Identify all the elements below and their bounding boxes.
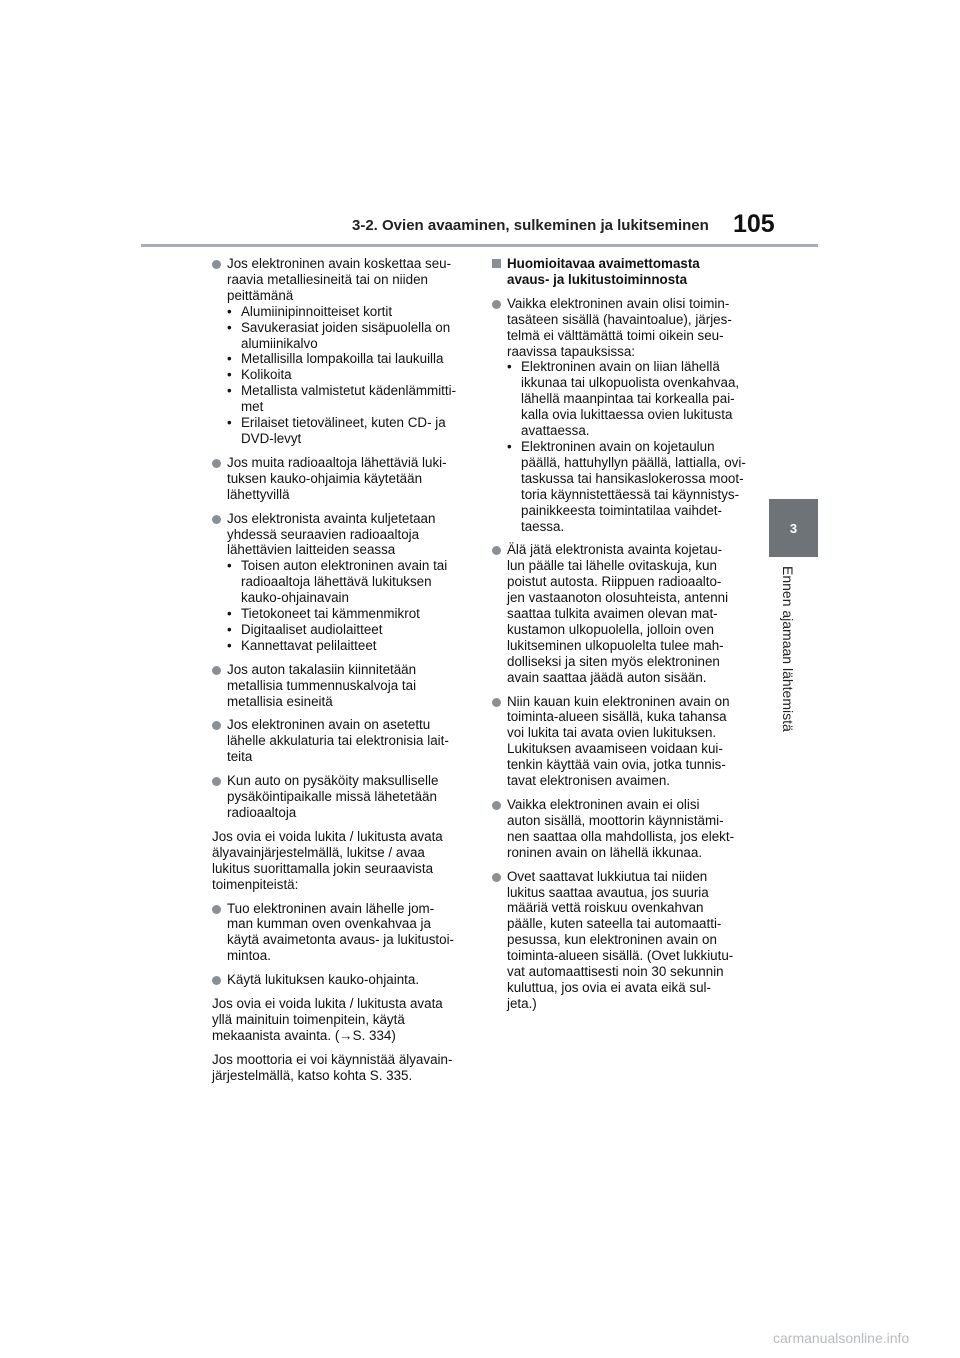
text-line: voi lukita tai avata ovien lukituksen.	[507, 725, 717, 741]
text-line: dolliseksi ja siten myös elektroninen	[507, 653, 720, 669]
bullet-item	[212, 717, 474, 765]
text-line: lähelle akkulaturia tai elektronisia lait-	[227, 733, 449, 749]
sub-bullet-icon: •	[227, 367, 232, 383]
bullet-dot-icon	[212, 459, 221, 468]
left-column	[212, 256, 474, 1092]
text-line: toiminta-alueen sisällä. (Ovet lukkiutu-	[507, 948, 734, 964]
text-line: man kumman oven ovenkahvaa ja	[227, 916, 431, 932]
sub-bullet-icon: •	[227, 383, 232, 399]
text-line: metallisia tummennuskalvoja tai	[227, 677, 417, 693]
text-line: Tuo elektroninen avain lähelle jom-	[227, 900, 435, 916]
text-line: painikkeesta toimintatilaa vaihdet-	[521, 502, 722, 518]
text-line: tenkin käyttää vain ovia, jotka tunnis-	[507, 757, 726, 773]
text-line: päälle, kuten sateella tai automaatti-	[507, 916, 722, 932]
bullet-dot-icon	[492, 546, 501, 555]
text-line: raavissa tapauksissa:	[507, 343, 636, 359]
sub-list	[227, 304, 474, 447]
sub-list-item	[227, 558, 474, 606]
text-line: Metallisilla lompakoilla tai laukuilla	[241, 351, 444, 367]
text-line: Jos ovia ei voida lukita / lukitusta avata	[212, 828, 443, 844]
text-line: Tietokoneet tai kämmenmikrot	[241, 606, 420, 622]
bullet-dot-icon	[212, 721, 221, 730]
text-line: nen saattaa olla mahdollista, jos elekt-	[507, 828, 735, 844]
sub-bullet-icon: •	[227, 637, 232, 653]
text-line: Savukerasiat joiden sisäpuolella on	[241, 319, 451, 335]
bullet-item	[492, 694, 756, 789]
sub-list-item	[227, 638, 474, 654]
sub-bullet-icon: •	[507, 438, 512, 454]
sub-list-item	[227, 367, 474, 383]
text-line: määriä vettä roiskuu ovenkahvan	[507, 900, 704, 916]
text-line: tasäteen sisällä (havaintoalue), järjes-	[507, 311, 732, 327]
sub-list	[507, 359, 756, 534]
bullet-item	[212, 455, 474, 503]
text-line: Käytä lukituksen kauko-ohjainta.	[227, 972, 420, 988]
text-line: päällä, hattuhyllyn päällä, lattialla, ovi-	[521, 454, 746, 470]
sub-list-item	[507, 439, 756, 534]
text-line: toria käynnistettäessä tai käynnistys-	[521, 486, 740, 502]
text-line: mintoa.	[227, 948, 271, 964]
text-line: lukitus saattaa avautua, jos suuria	[507, 884, 709, 900]
text-line: telmä ei välttämättä toimi oikein seu-	[507, 327, 724, 343]
bullet-dot-icon	[212, 260, 221, 269]
bullet-item	[492, 869, 756, 1012]
text-line: toimenpiteistä:	[212, 876, 299, 892]
text-line: Toisen auton elektroninen avain tai	[241, 558, 448, 574]
right-column	[492, 256, 756, 1020]
text-line: poistut autosta. Riippuen radioaalto-	[507, 574, 722, 590]
text-line: tuksen kauko-ohjaimia käytetään	[227, 470, 423, 486]
text-line: Digitaaliset audiolaitteet	[241, 621, 383, 637]
bullet-item	[212, 511, 474, 654]
text-line: lukitus suorittamalla jokin seuraavista	[212, 860, 434, 876]
text-line: pysäköintipaikalle missä lähetetään	[227, 789, 437, 805]
text-line: Huomioitavaa avaimettomasta	[507, 256, 700, 271]
text-line: Jos elektroninen avain koskettaa seu-	[227, 256, 452, 271]
text-line: kustamon ulkopuolella, jolloin oven	[507, 621, 714, 637]
sub-list-item	[507, 359, 756, 439]
text-line: Elektroninen avain on kojetaulun	[521, 438, 715, 454]
sub-bullet-icon: •	[227, 606, 232, 622]
bullet-item	[212, 901, 474, 965]
bullet-dot-icon	[492, 873, 501, 882]
sub-list-item	[227, 320, 474, 352]
bullet-item	[492, 542, 756, 685]
text-line: saattaa tulkita avaimen olevan mat-	[507, 606, 718, 622]
text-line: avaus- ja lukitustoiminnosta	[507, 271, 688, 287]
bullet-dot-icon	[212, 905, 221, 914]
chapter-tab	[769, 499, 818, 557]
text-line: Jos elektroninen avain on asetettu	[227, 717, 431, 733]
text-line: jen vastaanoton olosuhteista, antenni	[507, 590, 729, 606]
text-line: Kun auto on pysäköity maksulliselle	[227, 773, 439, 789]
bullet-item	[492, 296, 756, 535]
text-line: Ovet saattavat lukkiutua tai niiden	[507, 868, 708, 884]
text-line: roninen avain on lähellä ikkunaa.	[507, 844, 703, 860]
sub-list-item	[227, 351, 474, 367]
sub-bullet-icon: •	[227, 303, 232, 319]
text-line: peittämänä	[227, 287, 294, 303]
text-line: radioaaltoja	[227, 805, 297, 820]
bullet-dot-icon	[212, 515, 221, 524]
sub-list	[227, 558, 474, 653]
text-line: tavat elektronisen avaimen.	[507, 773, 671, 789]
text-line: järjestelmällä, katso kohta S. 335.	[212, 1067, 413, 1083]
text-line: lähettyvillä	[227, 486, 290, 502]
chapter-title: Ennen ajamaan lähtemistä	[780, 566, 796, 732]
text-line: alumiinikalvo	[241, 335, 318, 351]
text-line: Jos elektronista avainta kuljetetaan	[227, 510, 436, 526]
header-rule	[141, 244, 818, 247]
text-line: Kannettavat pelilaitteet	[241, 637, 377, 653]
square-bullet-icon	[492, 259, 501, 268]
text-line: taessa.	[521, 518, 565, 534]
sub-list-item	[227, 383, 474, 415]
text-line: Jos ovia ei voida lukita / lukitusta avata	[212, 996, 443, 1012]
text-line: DVD-levyt	[241, 430, 302, 446]
bullet-dot-icon	[492, 698, 501, 707]
page-number: 105	[733, 210, 775, 238]
sub-bullet-icon: •	[227, 351, 232, 367]
text-line: vat automaattisesti noin 30 sekunnin	[507, 964, 724, 980]
text-line: kalla ovia lukittaessa ovien lukitusta	[521, 407, 733, 423]
text-line: lun päälle tai lähelle ovitaskuja, kun	[507, 558, 717, 574]
bullet-dot-icon	[212, 777, 221, 786]
sub-list-item	[227, 606, 474, 622]
bullet-dot-icon	[492, 300, 501, 309]
bullet-item	[212, 662, 474, 710]
text-line: lähettävien laitteiden seassa	[227, 542, 396, 558]
text-line: teita	[227, 749, 253, 765]
text-line: Jos moottoria ei voi käynnistää älyavain-	[212, 1051, 453, 1067]
bullet-item	[212, 256, 474, 447]
text-line: Älä jätä elektronista avainta kojetau-	[507, 542, 723, 558]
paragraph	[212, 996, 474, 1044]
text-line: jeta.)	[507, 995, 537, 1011]
text-line: Elektroninen avain on liian lähellä	[521, 359, 720, 375]
text-line: älyavainjärjestelmällä, lukitse / avaa	[212, 844, 425, 860]
sub-list-item	[227, 622, 474, 638]
bullet-dot-icon	[212, 976, 221, 985]
bullet-item	[492, 797, 756, 861]
text-line: lähellä maanpintaa tai korkealla pai-	[521, 391, 735, 407]
section-heading	[492, 256, 756, 288]
text-line: Erilaiset tietovälineet, kuten CD- ja	[241, 415, 446, 431]
paragraph	[212, 829, 474, 893]
sub-list-item	[227, 415, 474, 447]
text-line: Kolikoita	[241, 367, 292, 383]
text-line: lukitseminen ulkopuolelta tulee mah-	[507, 637, 724, 653]
text-line: radioaaltoja lähettävä lukituksen	[241, 574, 432, 590]
text-line: kauko-ohjainavain	[241, 590, 349, 606]
text-line: Metallista valmistetut kädenlämmitti-	[241, 383, 457, 399]
text-line: toiminta-alueen sisällä, kuka tahansa	[507, 709, 727, 725]
text-line: Lukituksen avaamiseen voidaan kui-	[507, 741, 723, 757]
text-line: ikkunaa tai ulkopuolista ovenkahvaa,	[521, 375, 740, 391]
sub-list-item	[227, 304, 474, 320]
text-line: yhdessä seuraavien radioaaltoja	[227, 526, 420, 542]
paragraph	[212, 1052, 474, 1084]
text-line: Jos muita radioaaltoja lähettäviä luki-	[227, 454, 447, 470]
bullet-item	[212, 972, 474, 988]
text-line: auton sisällä, moottorin käynnistämi-	[507, 812, 724, 828]
text-line: taskussa tai hansikaslokerossa moot-	[521, 470, 744, 486]
text-line: kuluttua, jos ovia ei avata eikä sul-	[507, 979, 711, 995]
text-line: pesussa, kun elektroninen avain on	[507, 932, 717, 948]
text-line: met	[241, 399, 264, 415]
text-line: Jos auton takalasiin kiinnitetään	[227, 661, 417, 677]
bullet-dot-icon	[492, 801, 501, 810]
text-line: Vaikka elektroninen avain ei olisi	[507, 797, 700, 812]
text-line: metallisia esineitä	[227, 693, 333, 709]
text-line: käytä avaimetonta avaus- ja lukitustoi-	[227, 932, 455, 948]
text-line: Niin kauan kuin elektroninen avain on	[507, 693, 730, 709]
text-line: mekaanista avainta. (→S. 334)	[212, 1027, 396, 1043]
sub-bullet-icon: •	[227, 558, 232, 574]
text-line: yllä mainituin toimenpitein, käytä	[212, 1011, 405, 1027]
text-line: Alumiinipinnoitteiset kortit	[241, 303, 393, 319]
text-line: avain saattaa jäädä auton sisään.	[507, 669, 707, 685]
chapter-number: 3	[789, 520, 798, 536]
sub-bullet-icon: •	[227, 415, 232, 431]
sub-bullet-icon: •	[507, 359, 512, 375]
sub-bullet-icon: •	[227, 319, 232, 335]
sub-bullet-icon: •	[227, 621, 232, 637]
section-title: 3-2. Ovien avaaminen, sulkeminen ja lukitseminen	[352, 217, 709, 234]
bullet-item	[212, 773, 474, 821]
bullet-dot-icon	[212, 666, 221, 675]
text-line: raavia metalliesineitä tai on niiden	[227, 271, 428, 287]
text-line: avattaessa.	[521, 423, 590, 439]
text-line: Vaikka elektroninen avain olisi toimin-	[507, 295, 730, 311]
watermark: carmanualsonline.info	[773, 1330, 910, 1346]
